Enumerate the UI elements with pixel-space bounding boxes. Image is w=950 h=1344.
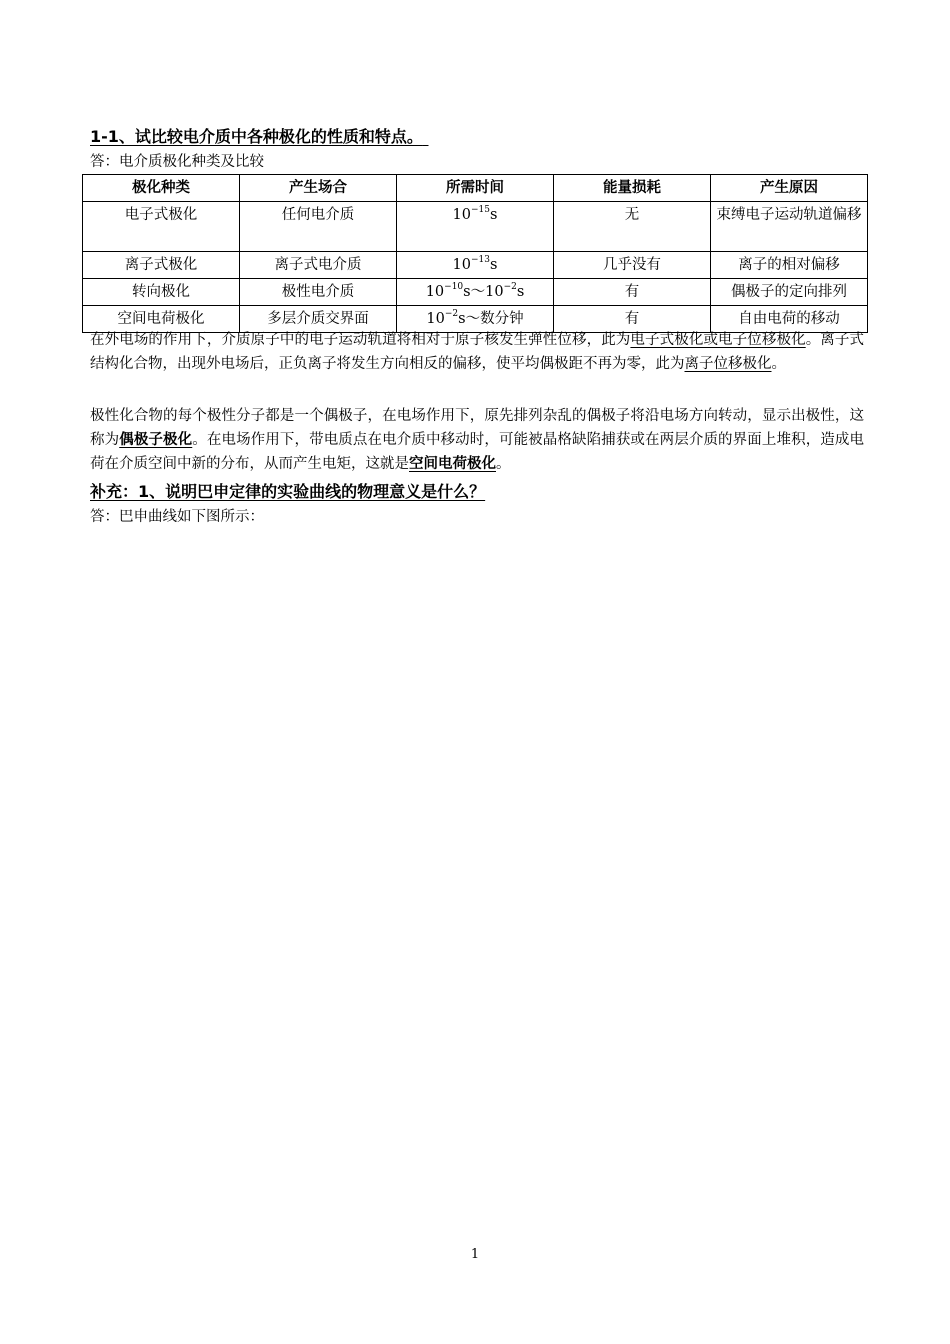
cell-loss: 无 <box>554 202 711 252</box>
cell-time: $10^{-2}s\sim$数分钟 <box>397 306 554 333</box>
term-space-charge-polarization: 空间电荷极化 <box>409 456 496 472</box>
question-heading-1: 1-1、试比较电介质中各种极化的性质和特点。 <box>90 127 423 146</box>
table-row <box>83 279 868 306</box>
cell-kind: 离子式极化 <box>83 252 240 279</box>
answer-intro-1: 答：电介质极化种类及比较 <box>90 154 264 170</box>
cell-kind: 转向极化 <box>83 279 240 306</box>
header-cause: 产生原因 <box>711 175 868 202</box>
table-row <box>83 202 868 252</box>
cell-time: $10^{-13}s$ <box>397 252 554 279</box>
term-dipole-polarization: 偶极子极化 <box>119 432 193 448</box>
page-number: 1 <box>470 1247 480 1262</box>
header-time: 所需时间 <box>397 175 554 202</box>
cell-kind: 空间电荷极化 <box>83 306 240 333</box>
answer-intro-2: 答：巴申曲线如下图所示： <box>90 509 264 525</box>
cell-time: $10^{-15}s$ <box>397 202 554 252</box>
paragraph-electronic-ionic: 在外电场的作用下，介质原子中的电子运动轨道将相对于原子核发生弹性位移，此为电子式极化或电子位移极化。离子式结构化合物，出现外电场后，正负离子将发生方向相反的偏移，使平均偶极距不再为零，此为离子位移极化。 <box>90 332 865 372</box>
polarization-comparison-table <box>82 174 868 333</box>
term-ionic-polarization: 离子位移极化 <box>684 356 772 372</box>
paragraph-dipole-space-charge: 极性化合物的每个极性分子都是一个偶极子，在电场作用下，原先排列杂乱的偶极子将沿电场方向转动，显示出极性，这称为偶极子极化。在电场作用下，带电质点在电介质中移动时，可能被晶格缺陷捕获或在两层介质的界面上堆积，造成电荷在介质空间中新的分布，从而产生电矩，这就是空间电荷极化。 <box>90 408 865 472</box>
cell-cause: 偶极子的定向排列 <box>711 279 868 306</box>
cell-loss: 有 <box>554 306 711 333</box>
term-electronic-polarization: 电子式极化或电子位移极化 <box>630 332 806 348</box>
cell-cause: 束缚电子运动轨道偏移 <box>711 202 868 252</box>
header-loss: 能量损耗 <box>554 175 711 202</box>
cell-occasion: 极性电介质 <box>240 279 397 306</box>
header-kind: 极化种类 <box>83 175 240 202</box>
cell-loss: 有 <box>554 279 711 306</box>
cell-occasion: 任何电介质 <box>240 202 397 252</box>
cell-kind: 电子式极化 <box>83 202 240 252</box>
cell-cause: 自由电荷的移动 <box>711 306 868 333</box>
cell-occasion: 多层介质交界面 <box>240 306 397 333</box>
header-occasion: 产生场合 <box>240 175 397 202</box>
table-header-row <box>83 175 868 202</box>
table-row <box>83 252 868 279</box>
question-heading-2: 补充：1、说明巴申定律的实验曲线的物理意义是什么？ <box>90 482 486 501</box>
cell-loss: 几乎没有 <box>554 252 711 279</box>
cell-cause: 离子的相对偏移 <box>711 252 868 279</box>
cell-occasion: 离子式电介质 <box>240 252 397 279</box>
cell-time: $10^{-10}s\sim 10^{-2}s$ <box>397 279 554 306</box>
